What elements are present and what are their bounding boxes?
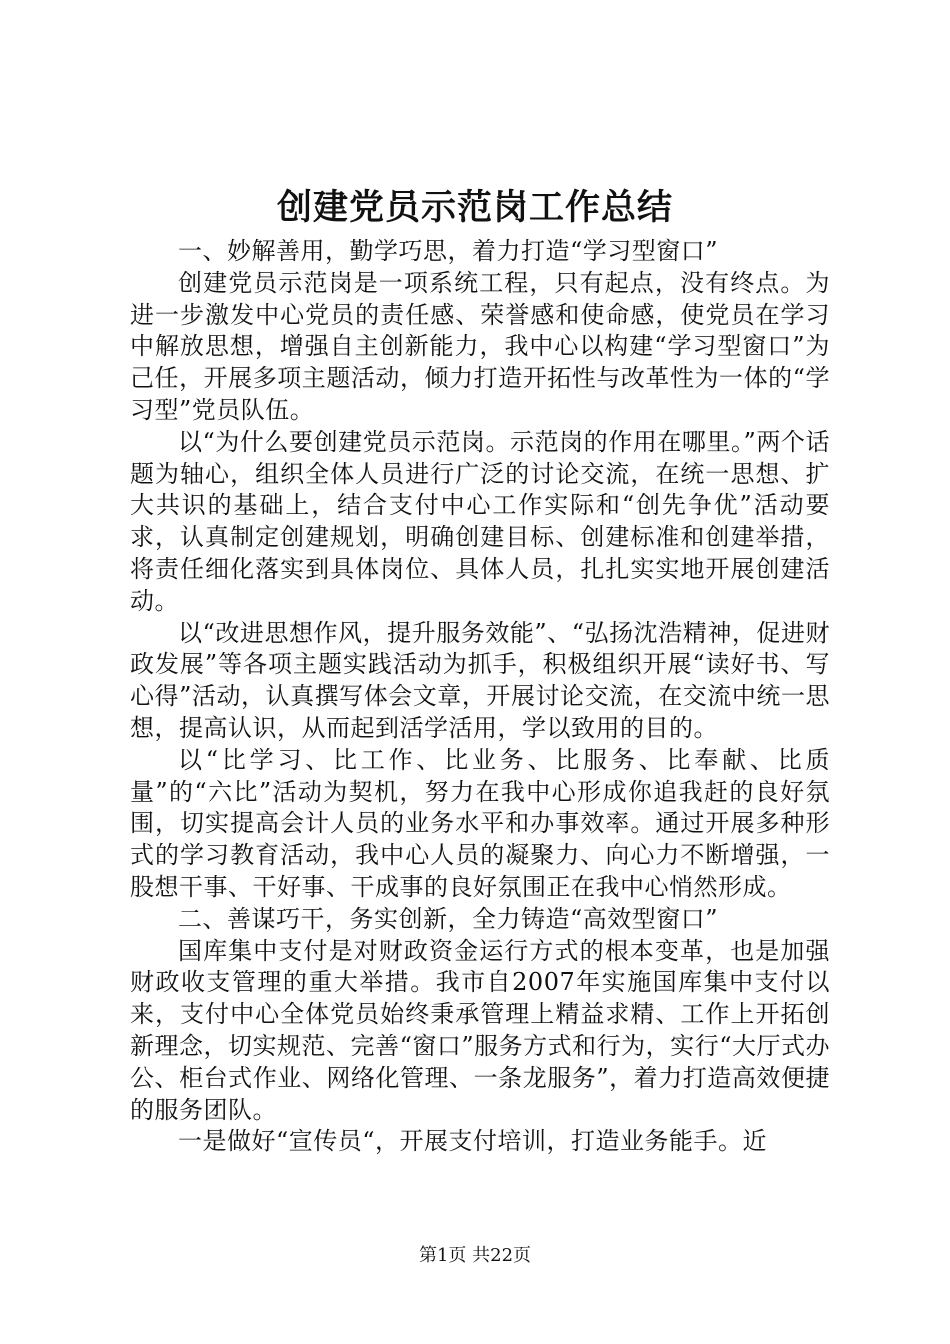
body-paragraph: 创建党员示范岗是一项系统工程，只有起点，没有终点。为进一步激发中心党员的责任感、荣誉感和使命感，使党员在学习中解放思想，增强自主创新能力，我中心以构建“学习型窗口”为己任，开展多项主题活动，倾力打造开拓性与改革性为一体的“学习型”党员队伍。: [130, 268, 830, 424]
body-paragraph: 一是做好“宣传员“，开展支付培训，打造业务能手。近: [178, 1127, 768, 1156]
body-paragraph: 以“改进思想作风，提升服务效能”、“弘扬沈浩精神，促进财政发展”等各项主题实践活动为抓手，积极组织开展“读好书、写心得”活动，认真撰写体会文章，开展讨论交流，在交流中统一思想，提高认识，从而起到活学活用，学以致用的目的。: [130, 618, 830, 742]
document-body: [130, 236, 830, 1158]
section-heading: 一、妙解善用，勤学巧思，着力打造“学习型窗口”: [178, 237, 719, 265]
body-paragraph: 以“为什么要创建党员示范岗。示范岗的作用在哪里。”两个话题为轴心，组织全体人员进行广泛的讨论交流，在统一思想、扩大共识的基础上，结合支付中心工作实际和“创先争优”活动要求，认真制定创建规划，明确创建目标、创建标准和创建举措，将责任细化落实到具体岗位、具体人员，扎扎实实地开展创建活动。: [130, 427, 830, 615]
page-footer: 第1页 共22页: [418, 1245, 532, 1266]
body-paragraph: 国库集中支付是对财政资金运行方式的根本变革，也是加强财政收支管理的重大举措。我市自2007年实施国库集中支付以来，支付中心全体党员始终秉承管理上精益求精、工作上开拓创新理念，切实规范、完善“窗口”服务方式和行为，实行“大厅式办公、柜台式作业、网络化管理、一条龙服务”，着力打造高效便捷的服务团队。: [130, 936, 830, 1124]
body-paragraph: 以“比学习、比工作、比业务、比服务、比奉献、比质量”的“六比”活动为契机，努力在我中心形成你追我赶的良好氛围，切实提高会计人员的业务水平和办事效率。通过开展多种形式的学习教育活动，我中心人员的凝聚力、向心力不断增强，一股想干事、干好事、干成事的良好氛围正在我中心悄然形成。: [130, 745, 830, 901]
section-heading: 二、善谋巧干，务实创新，全力铸造“高效型窗口”: [178, 904, 719, 933]
document-title: 创建党员示范岗工作总结: [276, 187, 673, 228]
